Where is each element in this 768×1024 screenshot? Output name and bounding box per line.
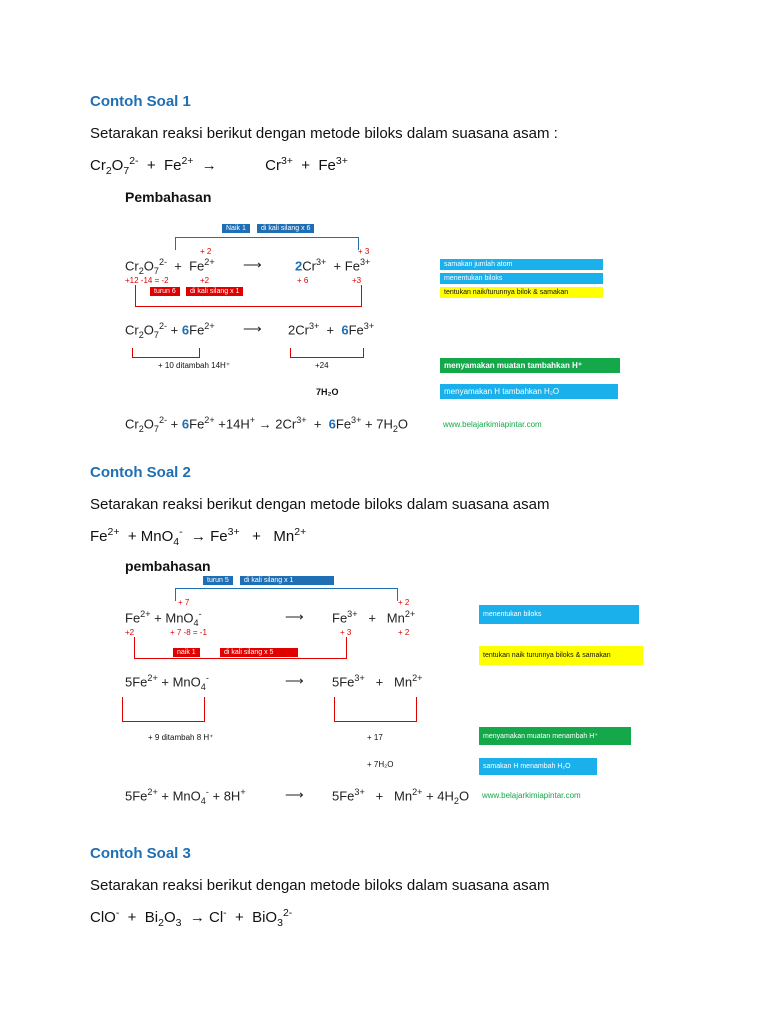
note-cyan-1b: menentukan biloks [440,273,603,284]
label-dikali-bawah-1: di kali silang x 1 [186,287,243,296]
label-dikali-atas-1: di kali silang x 6 [257,224,314,233]
arrow-icon: ⟶ [243,321,262,336]
ox-bot2-2: + 7 -8 = -1 [170,628,207,637]
label-naik-1-2: naik 1 [173,648,200,657]
instruction-soal-2: Setarakan reaksi berikut dengan metode biloks dalam suasana asam [90,496,550,513]
ox-top-left-1: + 2 [200,247,212,256]
heading-soal-3: Contoh Soal 3 [90,845,191,862]
website-2: www.belajarkimiapintar.com [482,791,581,800]
reaction-step1-left-2: $Fe^{2+} + MnO_4^-$ [125,609,202,628]
reaction-step2-right: $2Cr^{3+} + 6Fe^{3+}$ [288,321,375,338]
charge-bracket-right-2 [334,697,417,722]
ox-bot4-2: + 2 [398,628,410,637]
arrow-icon: ⟶ [285,609,304,624]
label-naik-1: Naik 1 [222,224,250,233]
reaction-final-1: $Cr_2O_7^{2-} + 6Fe^{2+} +14H^+ \to 2Cr^{3+} + 6Fe^{3+} + 7H_2O$ [125,415,409,434]
website-1: www.belajarkimiapintar.com [443,420,542,429]
reaction-step1-right: $2Cr^{3+} + Fe^{3+}$ [295,257,371,274]
arrow-icon: ⟶ [285,787,304,802]
label-dikali-bawah-2: di kali silang x 5 [220,648,298,657]
ox-top-right-1: + 3 [358,247,370,256]
top-bracket-2 [175,588,398,601]
pembahasan-title-1: Pembahasan [125,189,212,205]
ox-top-right-2: + 2 [398,598,410,607]
charge-left-2: + 9 ditambah 8 H⁺ [148,733,214,742]
reaction-final-left-2: $5Fe^{2+} + MnO_4^- + 8H^+$ [125,787,246,806]
note-cyan-2: menentukan biloks [479,605,639,624]
ox-top-left-2: + 7 [178,598,190,607]
ox-bot4-1: +3 [352,276,362,285]
charge-bracket-right-1 [290,348,364,358]
charge-right-1: +24 [315,361,329,370]
water-1: 7H₂O [316,387,339,397]
pembahasan-title-2: pembahasan [125,558,211,574]
note-yellow-1: tentukan naik/turunnya bilok & samakan [440,287,603,298]
heading-soal-2: Contoh Soal 2 [90,464,191,481]
charge-bracket-left-1 [132,348,200,358]
reaction-final-right-2: $5Fe^{3+} + Mn^{2+} + 4H_2O$ [332,787,470,806]
label-turun-6: turun 6 [150,287,180,296]
heading-soal-1: Contoh Soal 1 [90,93,191,110]
ox-bot1-1: +12 -14 = -2 [125,276,169,285]
ox-bot3-1: + 6 [297,276,309,285]
ox-bot1-2: +2 [125,628,135,637]
label-dikali-atas-2: di kali silang x 1 [240,576,334,585]
ox-bot2-1: +2 [200,276,210,285]
instruction-soal-3: Setarakan reaksi berikut dengan metode biloks dalam suasana asam [90,877,550,894]
note-yellow-2: tentukan naik turunnya biloks & samakan [479,646,643,665]
equation-soal-2: $Fe^{2+} + MnO_4^- \to Fe^{3+} + Mn^{2+}$ [90,526,307,548]
charge-left-1: + 10 ditambah 14H⁺ [158,361,231,370]
equation-soal-3: $ClO^- + Bi_2O_3 \to Cl^- + BiO_3^{2-}$ [90,907,293,929]
label-turun-5: turun 5 [203,576,233,585]
ox-bot3-2: + 3 [340,628,352,637]
reaction-step1-right-2: $Fe^{3+} + Mn^{2+}$ [332,609,416,626]
reaction-step2-left-2: $5Fe^{2+} + MnO_4^-$ [125,673,209,692]
charge-right-2: + 17 [367,733,383,742]
water-2: + 7H₂O [367,760,394,769]
arrow-icon: ⟶ [243,257,262,272]
reaction-step2-left: $Cr_2O_7^{2-} + 6Fe^{2+}$ [125,321,215,340]
note-green-2: menyamakan muatan menambah H⁺ [479,727,631,745]
charge-bracket-left-2 [122,697,205,722]
equation-soal-1: $Cr_2O_7^{2-} + Fe^{2+} \to Cr^{3+} + Fe^{3+}$ [90,155,348,177]
arrow-icon: ⟶ [285,673,304,688]
note-h-2: samakan H menambah H₂O [479,758,597,775]
reaction-step1-left: $Cr_2O_7^{2-} + Fe^{2+}$ [125,257,215,276]
note-green-1: menyamakan muatan tambahkan H⁺ [440,358,620,373]
note-h-1: menyamakan H tambahkan H₂O [440,384,618,399]
instruction-soal-1: Setarakan reaksi berikut dengan metode biloks dalam suasana asam : [90,125,558,142]
note-cyan-1a: samakan jumlah atom [440,259,603,270]
reaction-step2-right-2: $5Fe^{3+} + Mn^{2+}$ [332,673,423,690]
